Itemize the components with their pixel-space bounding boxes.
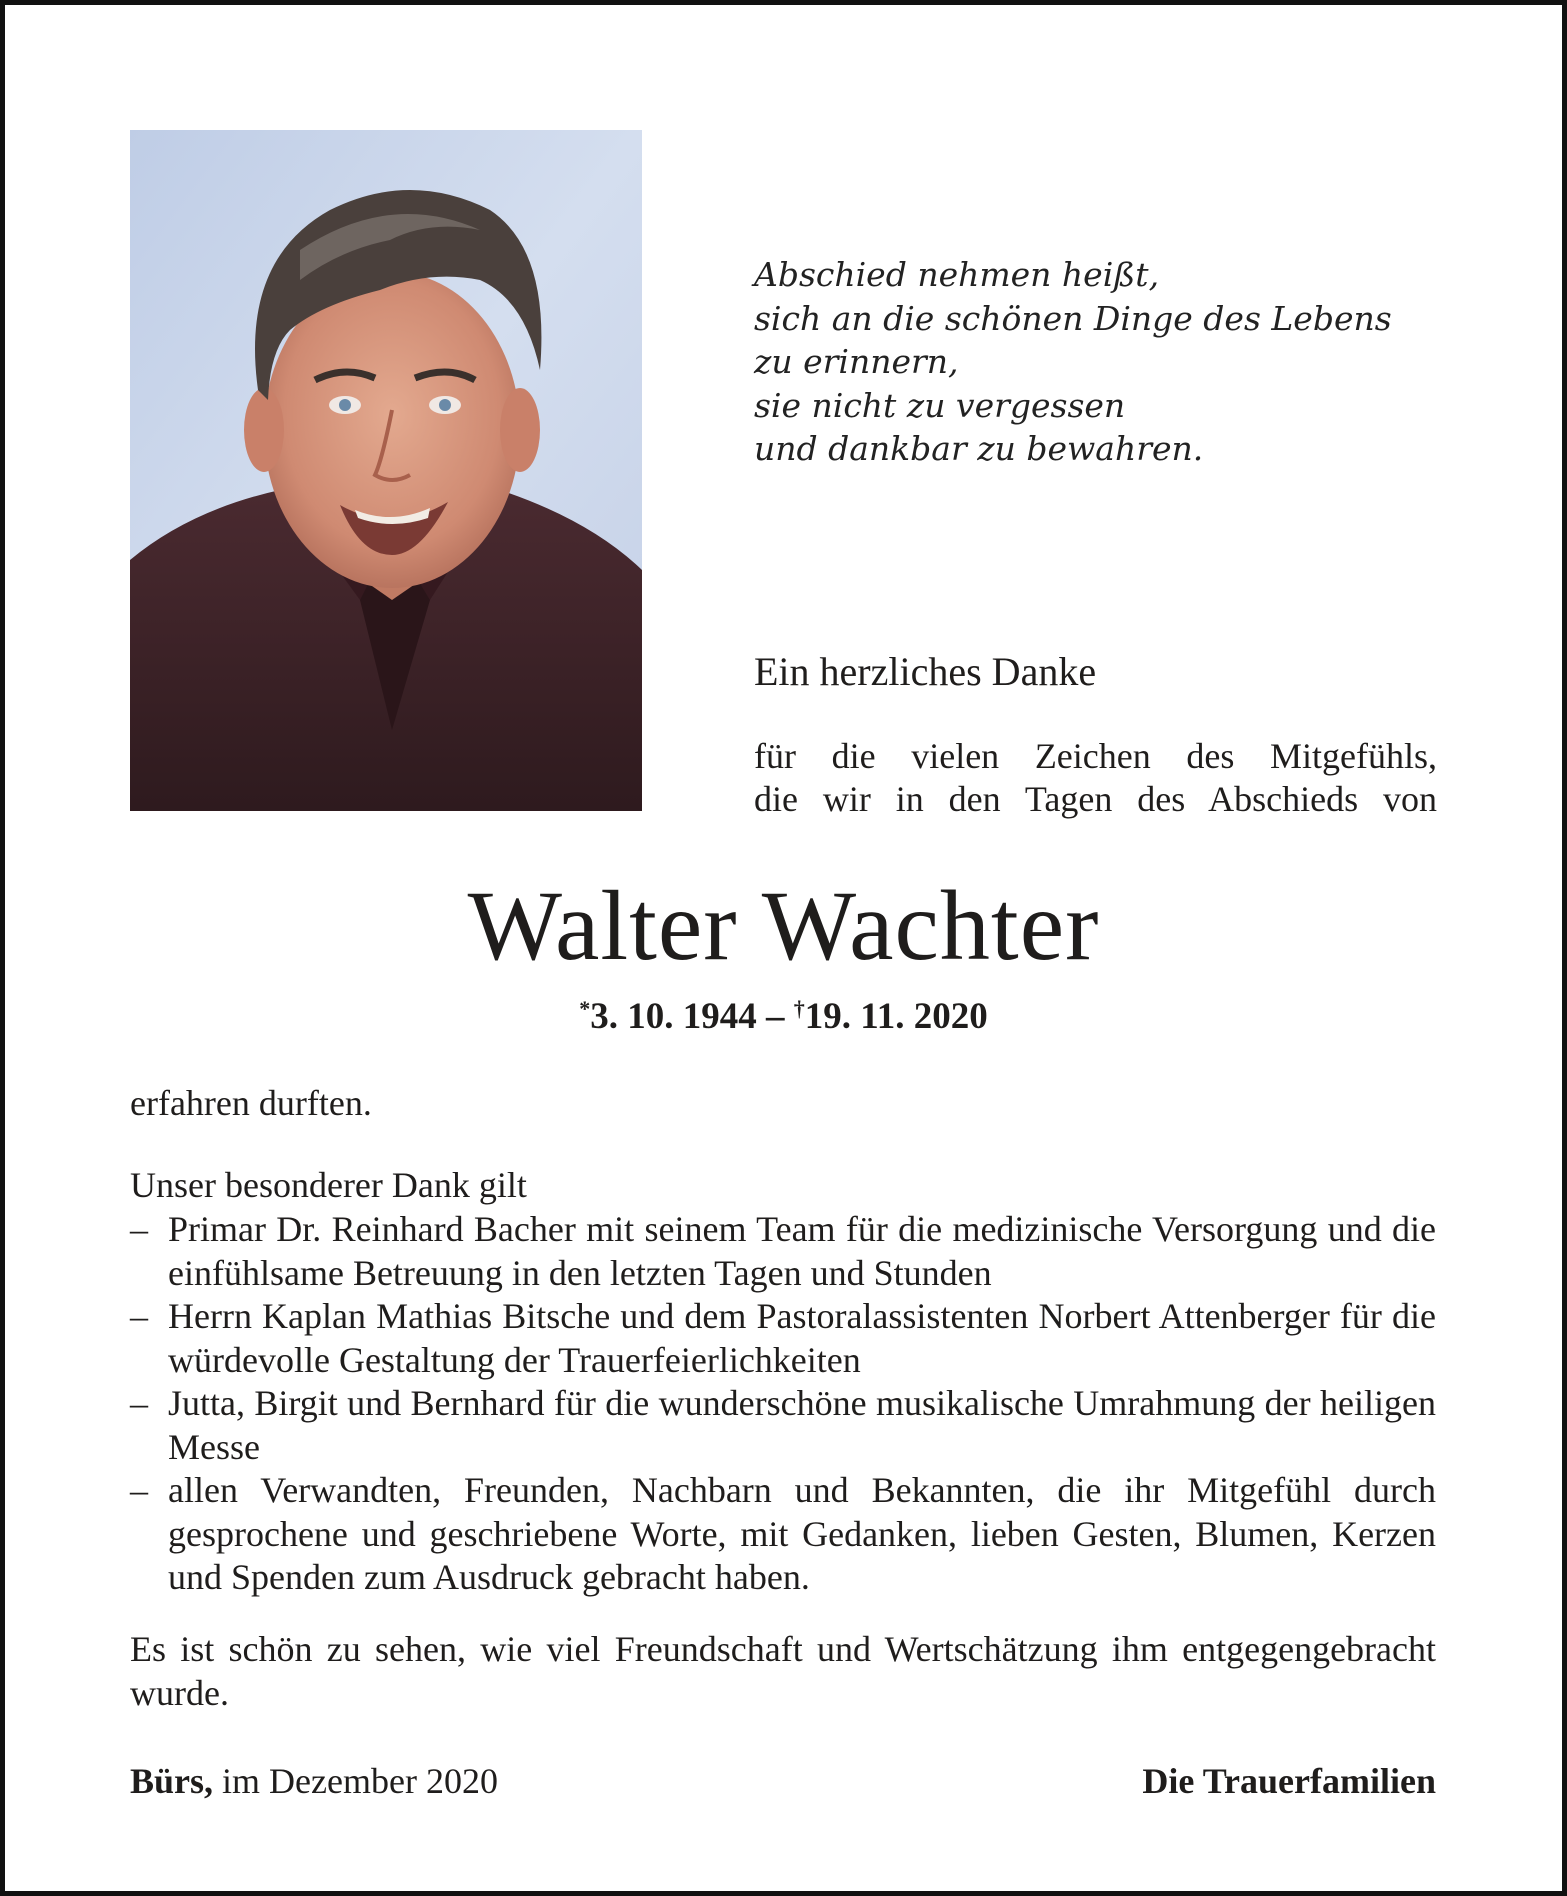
dash-bullet: – <box>130 1470 148 1510</box>
thanks-title: Ein herzliches Danke <box>754 649 1097 694</box>
life-dates <box>0 995 1567 1038</box>
thanks-intro-line: die wir in den Tagen des Abschieds von <box>754 779 1437 819</box>
list-item <box>130 1469 1436 1600</box>
place: Bürs, <box>130 1761 214 1801</box>
dash-bullet: – <box>130 1383 148 1423</box>
paragraph-special-thanks: Unser besonderer Dank gilt <box>130 1165 527 1205</box>
dash-bullet: – <box>130 1296 148 1336</box>
portrait-photo <box>130 130 642 811</box>
deceased-name: Walter Wachter <box>467 870 1100 981</box>
poem-line: Abschied nehmen heißt, <box>754 255 1160 294</box>
date-separator: – <box>756 996 794 1037</box>
list-item-text: Jutta, Birgit und Bernhard für die wunderschöne musikalische Umrahmung der heiligen Messe <box>168 1383 1436 1467</box>
list-item <box>130 1382 1436 1469</box>
paragraph-experienced: erfahren durften. <box>130 1083 372 1123</box>
list-item-text: allen Verwandten, Freunden, Nachbarn und Bekannten, die ihr Mitgefühl durch gesprochene und geschriebene Worte, mit Gedanken, lieben Gesten, Blumen, Kerzen und Spenden zum Ausdruck gebracht haben. <box>168 1470 1436 1597</box>
poem-line: sich an die schönen Dinge des Lebens <box>754 298 1392 338</box>
poem-line: zu erinnern, <box>754 342 959 381</box>
death-date: 19. 11. 2020 <box>804 996 988 1037</box>
place-and-date <box>130 1760 498 1802</box>
list-item <box>130 1295 1436 1382</box>
birth-symbol: * <box>579 996 591 1021</box>
thanks-intro-line: für die vielen Zeichen des Mitgefühls, <box>754 736 1437 776</box>
poem-line: und dankbar zu bewahren. <box>754 429 1204 468</box>
birth-date: 3. 10. 1944 <box>590 996 757 1037</box>
list-item-text: Primar Dr. Reinhard Bacher mit seinem Team für die medizinische Versorgung und die einfühlsame Betreuung in den letzten Tagen und Stunden <box>168 1209 1436 1293</box>
thanks-list <box>130 1208 1436 1600</box>
poem <box>754 253 1392 471</box>
poem-line: sie nicht zu vergessen <box>754 385 1126 425</box>
list-item <box>130 1208 1436 1295</box>
list-item-text: Herrn Kaplan Mathias Bitsche und dem Pastoralassistenten Norbert Attenberger für die würdevolle Gestaltung der Trauerfeierlichkeiten <box>168 1296 1436 1380</box>
paragraph-appreciation: Es ist schön zu sehen, wie viel Freundschaft und Wertschätzung ihm entgegengebracht wurde. <box>130 1629 1436 1713</box>
signature: Die Trauerfamilien <box>1142 1761 1436 1801</box>
date-text: im Dezember 2020 <box>213 1761 498 1801</box>
thanks-intro <box>754 735 1437 821</box>
dash-bullet: – <box>130 1209 148 1249</box>
death-symbol: † <box>793 996 805 1021</box>
